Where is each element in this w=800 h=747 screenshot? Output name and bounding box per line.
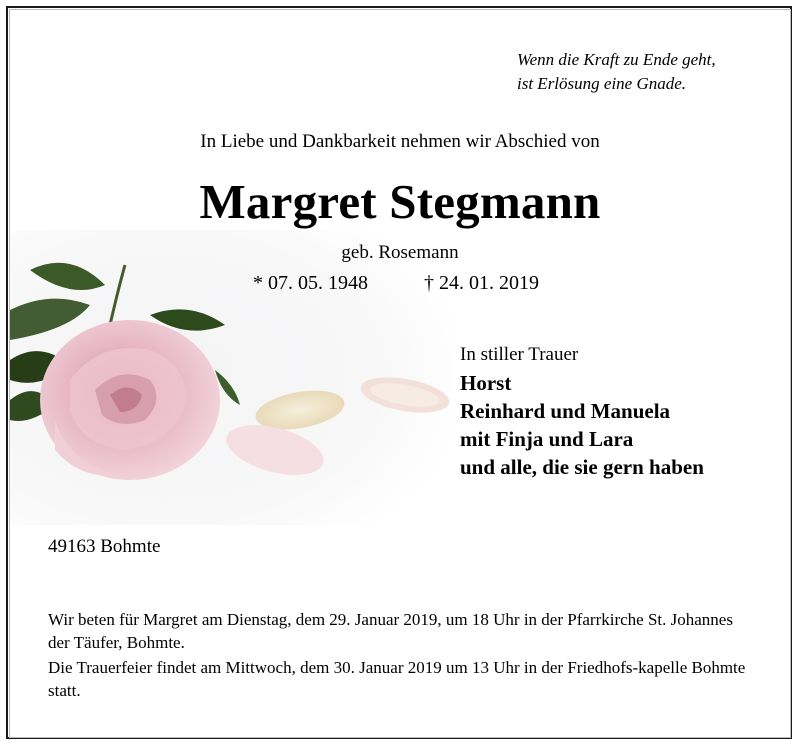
rose-image [10, 230, 450, 525]
mourner-line: mit Finja und Lara [460, 427, 634, 451]
prayer-service-text: Wir beten für Margret am Dienstag, dem 29. Januar 2019, um 18 Uhr in der Pfarrkirche St. Johannes der Täufer, Bohmte. [48, 610, 733, 652]
birth-date: * 07. 05. 1948 [253, 272, 368, 294]
death-date: † 24. 01. 2019 [424, 272, 539, 294]
mourners-intro: In stiller Trauer [460, 344, 579, 365]
mourner-line: Horst [460, 371, 512, 395]
farewell-intro: In Liebe und Dankbarkeit nehmen wir Abschied von [200, 131, 600, 152]
epitaph-line-1: Wenn die Kraft zu Ende geht, [517, 50, 716, 69]
mourner-line: Reinhard und Manuela [460, 399, 671, 423]
mourners-block [460, 341, 704, 481]
funeral-service-text: Die Trauerfeier findet am Mittwoch, dem 30. Januar 2019 um 13 Uhr in der Friedhofs-kapelle Bohmte statt. [48, 658, 746, 700]
rose-illustration [10, 230, 450, 525]
place-postcode: 49163 Bohmte [48, 536, 161, 557]
epitaph-line-2: ist Erlösung eine Gnade. [517, 74, 687, 93]
mourner-line: und alle, die sie gern haben [460, 455, 704, 479]
epitaph-quote [517, 48, 716, 96]
maiden-name: geb. Rosemann [341, 242, 459, 263]
deceased-name: Margret Stegmann [199, 174, 601, 229]
